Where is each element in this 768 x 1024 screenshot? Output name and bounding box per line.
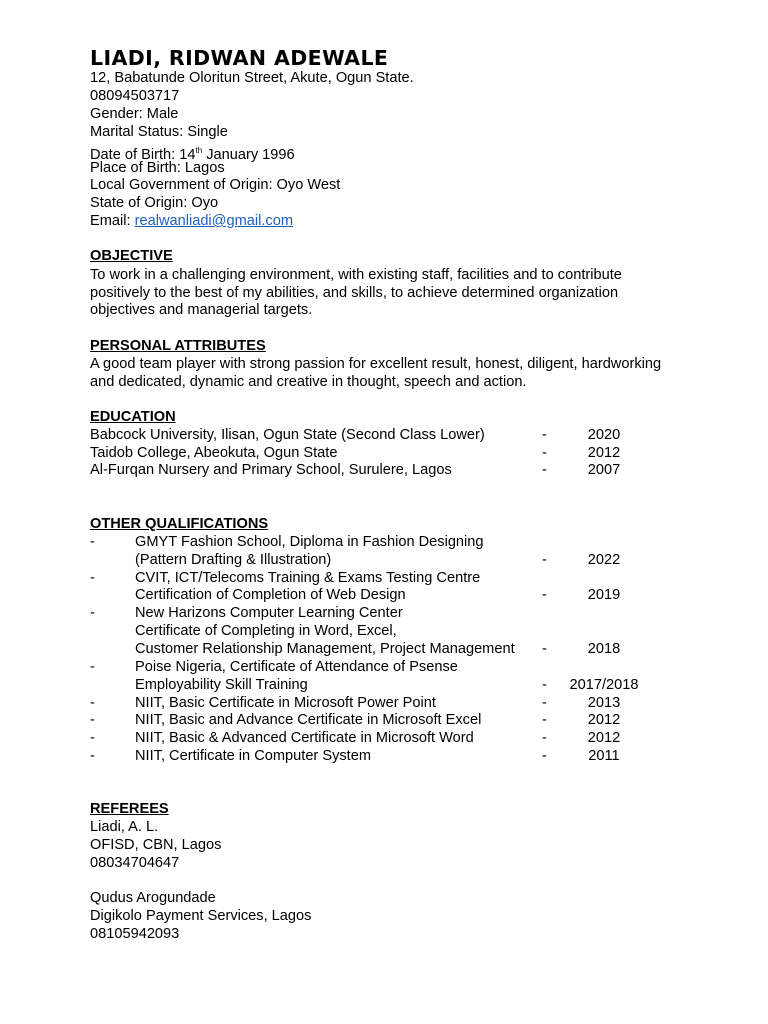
dob-month-year: January 1996 xyxy=(202,147,295,163)
qualification-title: Poise Nigeria, Certificate of Attendance of Psense xyxy=(135,659,458,675)
qualification-title: CVIT, ICT/Telecoms Training & Exams Testing Centre xyxy=(135,570,481,586)
state-of-origin: State of Origin: Oyo xyxy=(90,195,219,211)
qualification-year: 2022 xyxy=(587,552,621,568)
objective-line: positively to the best of my abilities, and skills, to achieve determined organization xyxy=(90,285,619,301)
qualification-title: NIIT, Certificate in Computer System xyxy=(135,748,372,764)
objective-heading: OBJECTIVE xyxy=(90,248,173,264)
qualification-detail: Customer Relationship Management, Project Management xyxy=(135,641,515,657)
attributes-heading: PERSONAL ATTRIBUTES xyxy=(90,338,266,354)
education-dash: - xyxy=(542,445,547,461)
objective-line: To work in a challenging environment, with existing staff, facilities and to contribute xyxy=(90,267,622,283)
qualification-detail: (Pattern Drafting & Illustration) xyxy=(135,552,332,568)
attributes-line: A good team player with strong passion for excellent result, honest, diligent, hardworking xyxy=(90,356,662,372)
education-dash: - xyxy=(542,462,547,478)
qualification-year: 2012 xyxy=(587,730,621,746)
qualification-title: NIIT, Basic & Advanced Certificate in Microsoft Word xyxy=(135,730,474,746)
education-year: 2007 xyxy=(587,462,621,478)
local-government: Local Government of Origin: Oyo West xyxy=(90,177,341,193)
qualification-bullet: - xyxy=(90,695,95,711)
attributes-line: and dedicated, dynamic and creative in thought, speech and action. xyxy=(90,374,527,390)
qualification-bullet: - xyxy=(90,730,95,746)
qualifications-heading: OTHER QUALIFICATIONS xyxy=(90,516,269,532)
qualification-title: NIIT, Basic Certificate in Microsoft Power Point xyxy=(135,695,436,711)
referee-name: Qudus Arogundade xyxy=(90,890,216,906)
education-heading: EDUCATION xyxy=(90,409,176,425)
email-line xyxy=(90,213,293,231)
qualification-year: 2012 xyxy=(587,712,621,728)
email-label: Email: xyxy=(90,213,135,229)
referee-organization: Digikolo Payment Services, Lagos xyxy=(90,908,312,924)
qualification-bullet: - xyxy=(90,748,95,764)
dob-ordinal: th xyxy=(195,146,203,155)
email-link[interactable]: realwanliadi@gmail.com xyxy=(134,213,293,229)
qualification-year: 2013 xyxy=(587,695,621,711)
education-school: Babcock University, Ilisan, Ogun State (Second Class Lower) xyxy=(90,427,485,443)
qualification-bullet: - xyxy=(90,712,95,728)
qualification-title: New Harizons Computer Learning Center xyxy=(135,605,403,621)
qualification-dash: - xyxy=(542,695,547,711)
education-year: 2012 xyxy=(587,445,621,461)
qualification-title: GMYT Fashion School, Diploma in Fashion Designing xyxy=(135,534,484,550)
qualification-year: 2019 xyxy=(587,587,621,603)
qualification-bullet: - xyxy=(90,570,95,586)
qualification-dash: - xyxy=(542,677,547,693)
qualification-year: 2017/2018 xyxy=(569,677,639,693)
qualification-dash: - xyxy=(542,587,547,603)
candidate-name: LIADI, RIDWAN ADEWALE xyxy=(90,46,389,70)
gender: Gender: Male xyxy=(90,106,179,122)
phone-number: 08094503717 xyxy=(90,88,180,104)
qualification-year: 2018 xyxy=(587,641,621,657)
referee-phone: 08034704647 xyxy=(90,855,180,871)
education-dash: - xyxy=(542,427,547,443)
place-of-birth: Place of Birth: Lagos xyxy=(90,160,225,176)
qualification-detail: Certification of Completion of Web Design xyxy=(135,587,406,603)
referee-name: Liadi, A. L. xyxy=(90,819,159,835)
qualification-dash: - xyxy=(542,730,547,746)
qualification-bullet: - xyxy=(90,605,95,621)
objective-line: objectives and managerial targets. xyxy=(90,302,313,318)
qualification-year: 2011 xyxy=(588,748,620,764)
marital-status: Marital Status: Single xyxy=(90,124,228,140)
education-school: Taidob College, Abeokuta, Ogun State xyxy=(90,445,338,461)
referee-organization: OFISD, CBN, Lagos xyxy=(90,837,222,853)
qualification-dash: - xyxy=(542,641,547,657)
education-year: 2020 xyxy=(587,427,621,443)
dob-label: Date of Birth: 14 xyxy=(90,147,196,163)
education-school: Al-Furqan Nursery and Primary School, Surulere, Lagos xyxy=(90,462,452,478)
qualification-title: NIIT, Basic and Advance Certificate in Microsoft Excel xyxy=(135,712,482,728)
referee-phone: 08105942093 xyxy=(90,926,180,942)
referees-heading: REFEREES xyxy=(90,801,169,817)
address: 12, Babatunde Oloritun Street, Akute, Ogun State. xyxy=(90,70,414,86)
qualification-detail: Employability Skill Training xyxy=(135,677,308,693)
qualification-bullet: - xyxy=(90,534,95,550)
qualification-bullet: - xyxy=(90,659,95,675)
qualification-dash: - xyxy=(542,712,547,728)
qualification-dash: - xyxy=(542,552,547,568)
qualification-dash: - xyxy=(542,748,547,764)
qualification-detail: Certificate of Completing in Word, Excel, xyxy=(135,623,397,639)
